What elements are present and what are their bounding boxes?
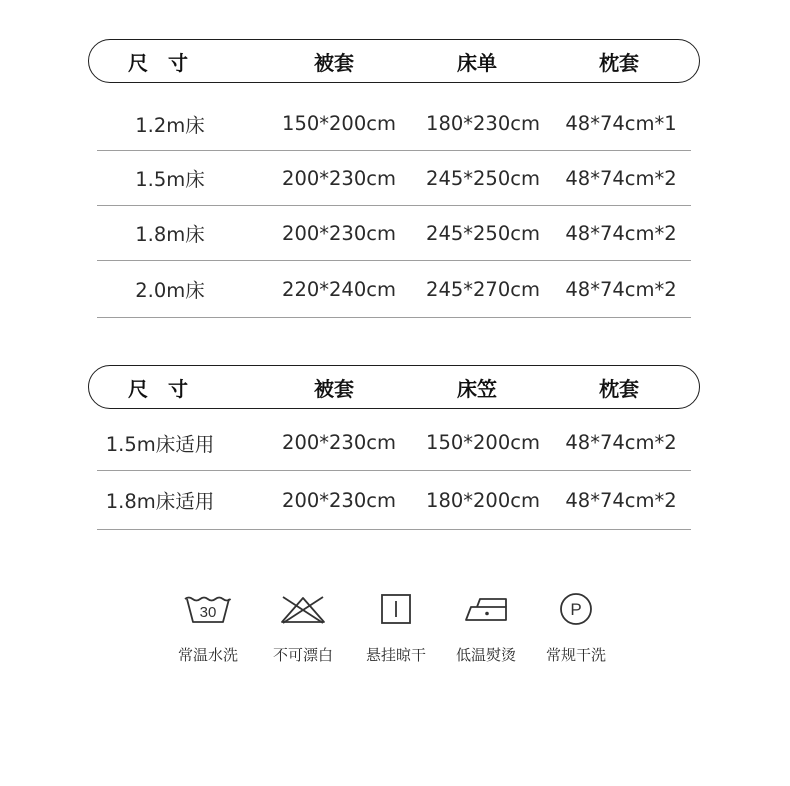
cell-pillow: 48*74cm*2 [565,166,677,190]
cell-duvet: 200*230cm [282,166,396,190]
care-item-dry [351,590,441,670]
cell-duvet: 200*230cm [282,488,396,512]
table-row [97,261,691,318]
cell-pillow: 48*74cm*2 [565,277,677,301]
care-item-dry-clean [531,590,621,670]
header-size: 尺 寸 [128,50,188,75]
cell-pillow: 48*74cm*1 [565,112,677,135]
care-item-iron [441,590,531,670]
header-duvet-cover: 被套 [314,376,354,401]
table-header [88,365,700,409]
care-label: 悬挂晾干 [365,646,426,664]
cell-size: 1.2m床 [135,113,205,137]
table-row [97,97,691,151]
dry-clean-mark: P [570,600,582,619]
care-item-bleach [258,590,348,670]
cell-size: 1.5m床适用 [105,432,215,456]
care-label: 低温熨烫 [455,646,516,664]
header-pillowcase: 枕套 [599,50,639,75]
care-label: 常规干洗 [545,646,606,664]
header-size: 尺 寸 [128,376,188,401]
cell-size: 2.0m床 [135,279,205,302]
care-label: 常温水洗 [177,646,238,664]
header-duvet-cover: 被套 [314,50,354,75]
cell-duvet: 220*240cm [282,277,396,301]
cell-duvet: 150*200cm [282,112,396,135]
cell-size: 1.8m床适用 [105,490,215,513]
wash-temperature-mark: 30 [199,604,217,621]
size-table-fitted-set [0,326,790,546]
table-row [97,415,691,471]
size-table-sheet-set [0,0,790,326]
table-row [97,471,691,530]
cell-size: 1.8m床 [135,223,205,246]
cell-size: 1.5m床 [135,168,205,191]
cell-sheet: 245*270cm [426,277,540,301]
table-header [88,39,700,83]
table-row [97,206,691,261]
wash-30-icon [163,590,253,628]
cell-fitted-sheet: 150*200cm [426,431,540,454]
table-row [97,151,691,206]
cell-pillow: 48*74cm*2 [565,221,677,245]
cell-sheet: 180*230cm [426,112,540,135]
header-fitted-sheet: 床笠 [457,376,497,401]
cell-fitted-sheet: 180*200cm [426,488,540,512]
care-item-wash [163,590,253,670]
header-bed-sheet: 床单 [457,50,497,75]
cell-sheet: 245*250cm [426,166,540,190]
cell-pillow: 48*74cm*2 [565,431,677,454]
drip-dry-icon [351,590,441,628]
iron-low-temp-icon [441,590,531,628]
care-label: 不可漂白 [272,646,333,664]
cell-duvet: 200*230cm [282,221,396,245]
cell-duvet: 200*230cm [282,431,396,454]
cell-pillow: 48*74cm*2 [565,488,677,512]
header-pillowcase: 枕套 [599,376,639,401]
dry-clean-icon [531,590,621,628]
no-bleach-icon [258,590,348,628]
cell-sheet: 245*250cm [426,221,540,245]
